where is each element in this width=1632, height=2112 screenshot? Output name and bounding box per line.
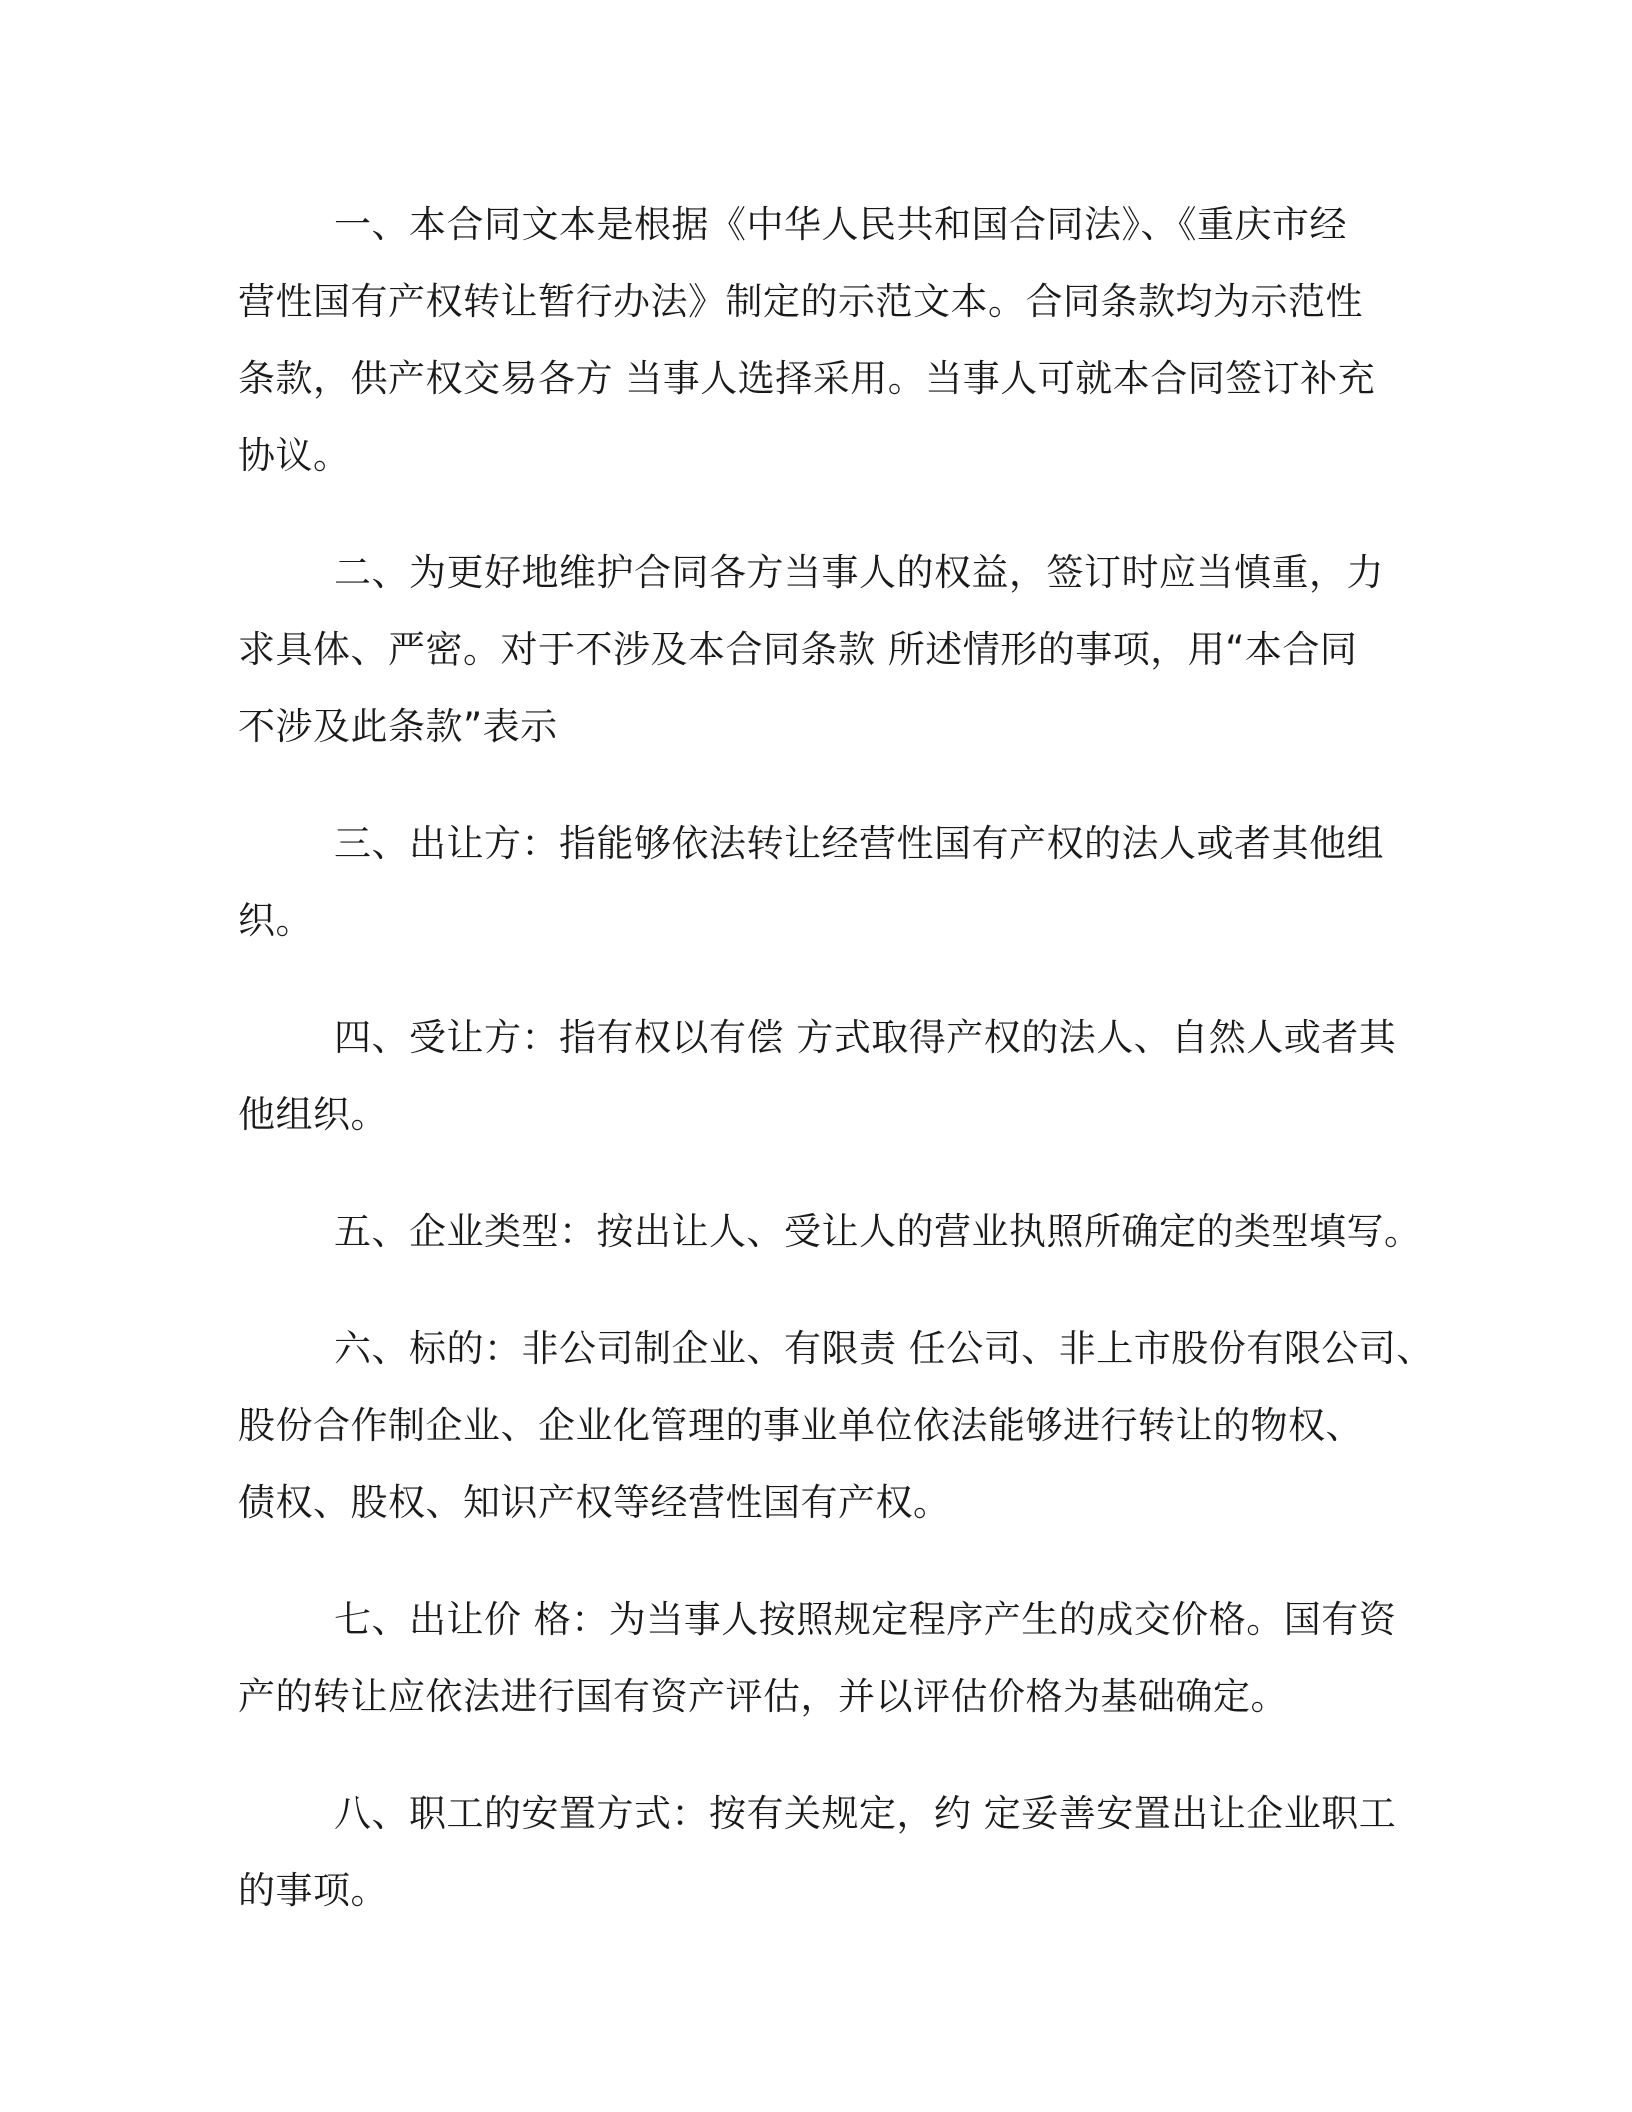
text-line: 六、标的：非公司制企业、有限责 任公司、非上市股份有限公司、 bbox=[334, 1327, 1434, 1370]
text-line: 七、出让价 格：为当事人按照规定程序产生的成交价格。国有资 bbox=[334, 1598, 1397, 1641]
clause-3 bbox=[238, 805, 1408, 959]
text-line: 股份合作制企业、企业化管理的事业单位依法能够进行转让的物权、 bbox=[238, 1404, 1363, 1447]
text-line: 一、本合同文本是根据《中华人民共和国合同法》、《重庆市经 bbox=[334, 203, 1347, 246]
text-line: 的事项。 bbox=[238, 1869, 388, 1912]
text-line: 八、职工的安置方式：按有关规定，约 定妥善安置出让企业职工 bbox=[334, 1792, 1397, 1835]
document-body bbox=[238, 186, 1434, 1969]
clause-8 bbox=[238, 1775, 1408, 1929]
text-line: 求具体、严密。对于不涉及本合同条款 所述情形的事项，用“本合同 bbox=[238, 628, 1358, 671]
clause-4 bbox=[238, 999, 1408, 1153]
text-line: 三、出让方：指能够依法转让经营性国有产权的法人或者其他组 bbox=[334, 822, 1384, 865]
text-line: 不涉及此条款”表示 bbox=[238, 705, 558, 748]
clause-6 bbox=[238, 1310, 1434, 1541]
text-line: 协议。 bbox=[238, 434, 351, 477]
text-line: 织。 bbox=[238, 899, 313, 942]
clause-2 bbox=[238, 534, 1408, 765]
text-line: 他组织。 bbox=[238, 1093, 388, 1136]
clause-1 bbox=[238, 186, 1408, 494]
text-line: 条款，供产权交易各方 当事人选择采用。当事人可就本合同签订补充 bbox=[238, 357, 1376, 400]
clause-5 bbox=[238, 1193, 1422, 1270]
text-line: 五、企业类型：按出让人、受让人的营业执照所确定的类型填写。 bbox=[334, 1210, 1422, 1253]
text-line: 营性国有产权转让暂行办法》制定的示范文本。合同条款均为示范性 bbox=[238, 280, 1363, 323]
text-line: 四、受让方：指有权以有偿 方式取得产权的法人、自然人或者其 bbox=[334, 1016, 1397, 1059]
text-line: 二、为更好地维护合同各方当事人的权益，签订时应当慎重，力 bbox=[334, 551, 1384, 594]
clause-7 bbox=[238, 1581, 1408, 1735]
text-line: 债权、股权、知识产权等经营性国有产权。 bbox=[238, 1481, 951, 1524]
text-line: 产的转让应依法进行国有资产评估，并以评估价格为基础确定。 bbox=[238, 1675, 1288, 1718]
